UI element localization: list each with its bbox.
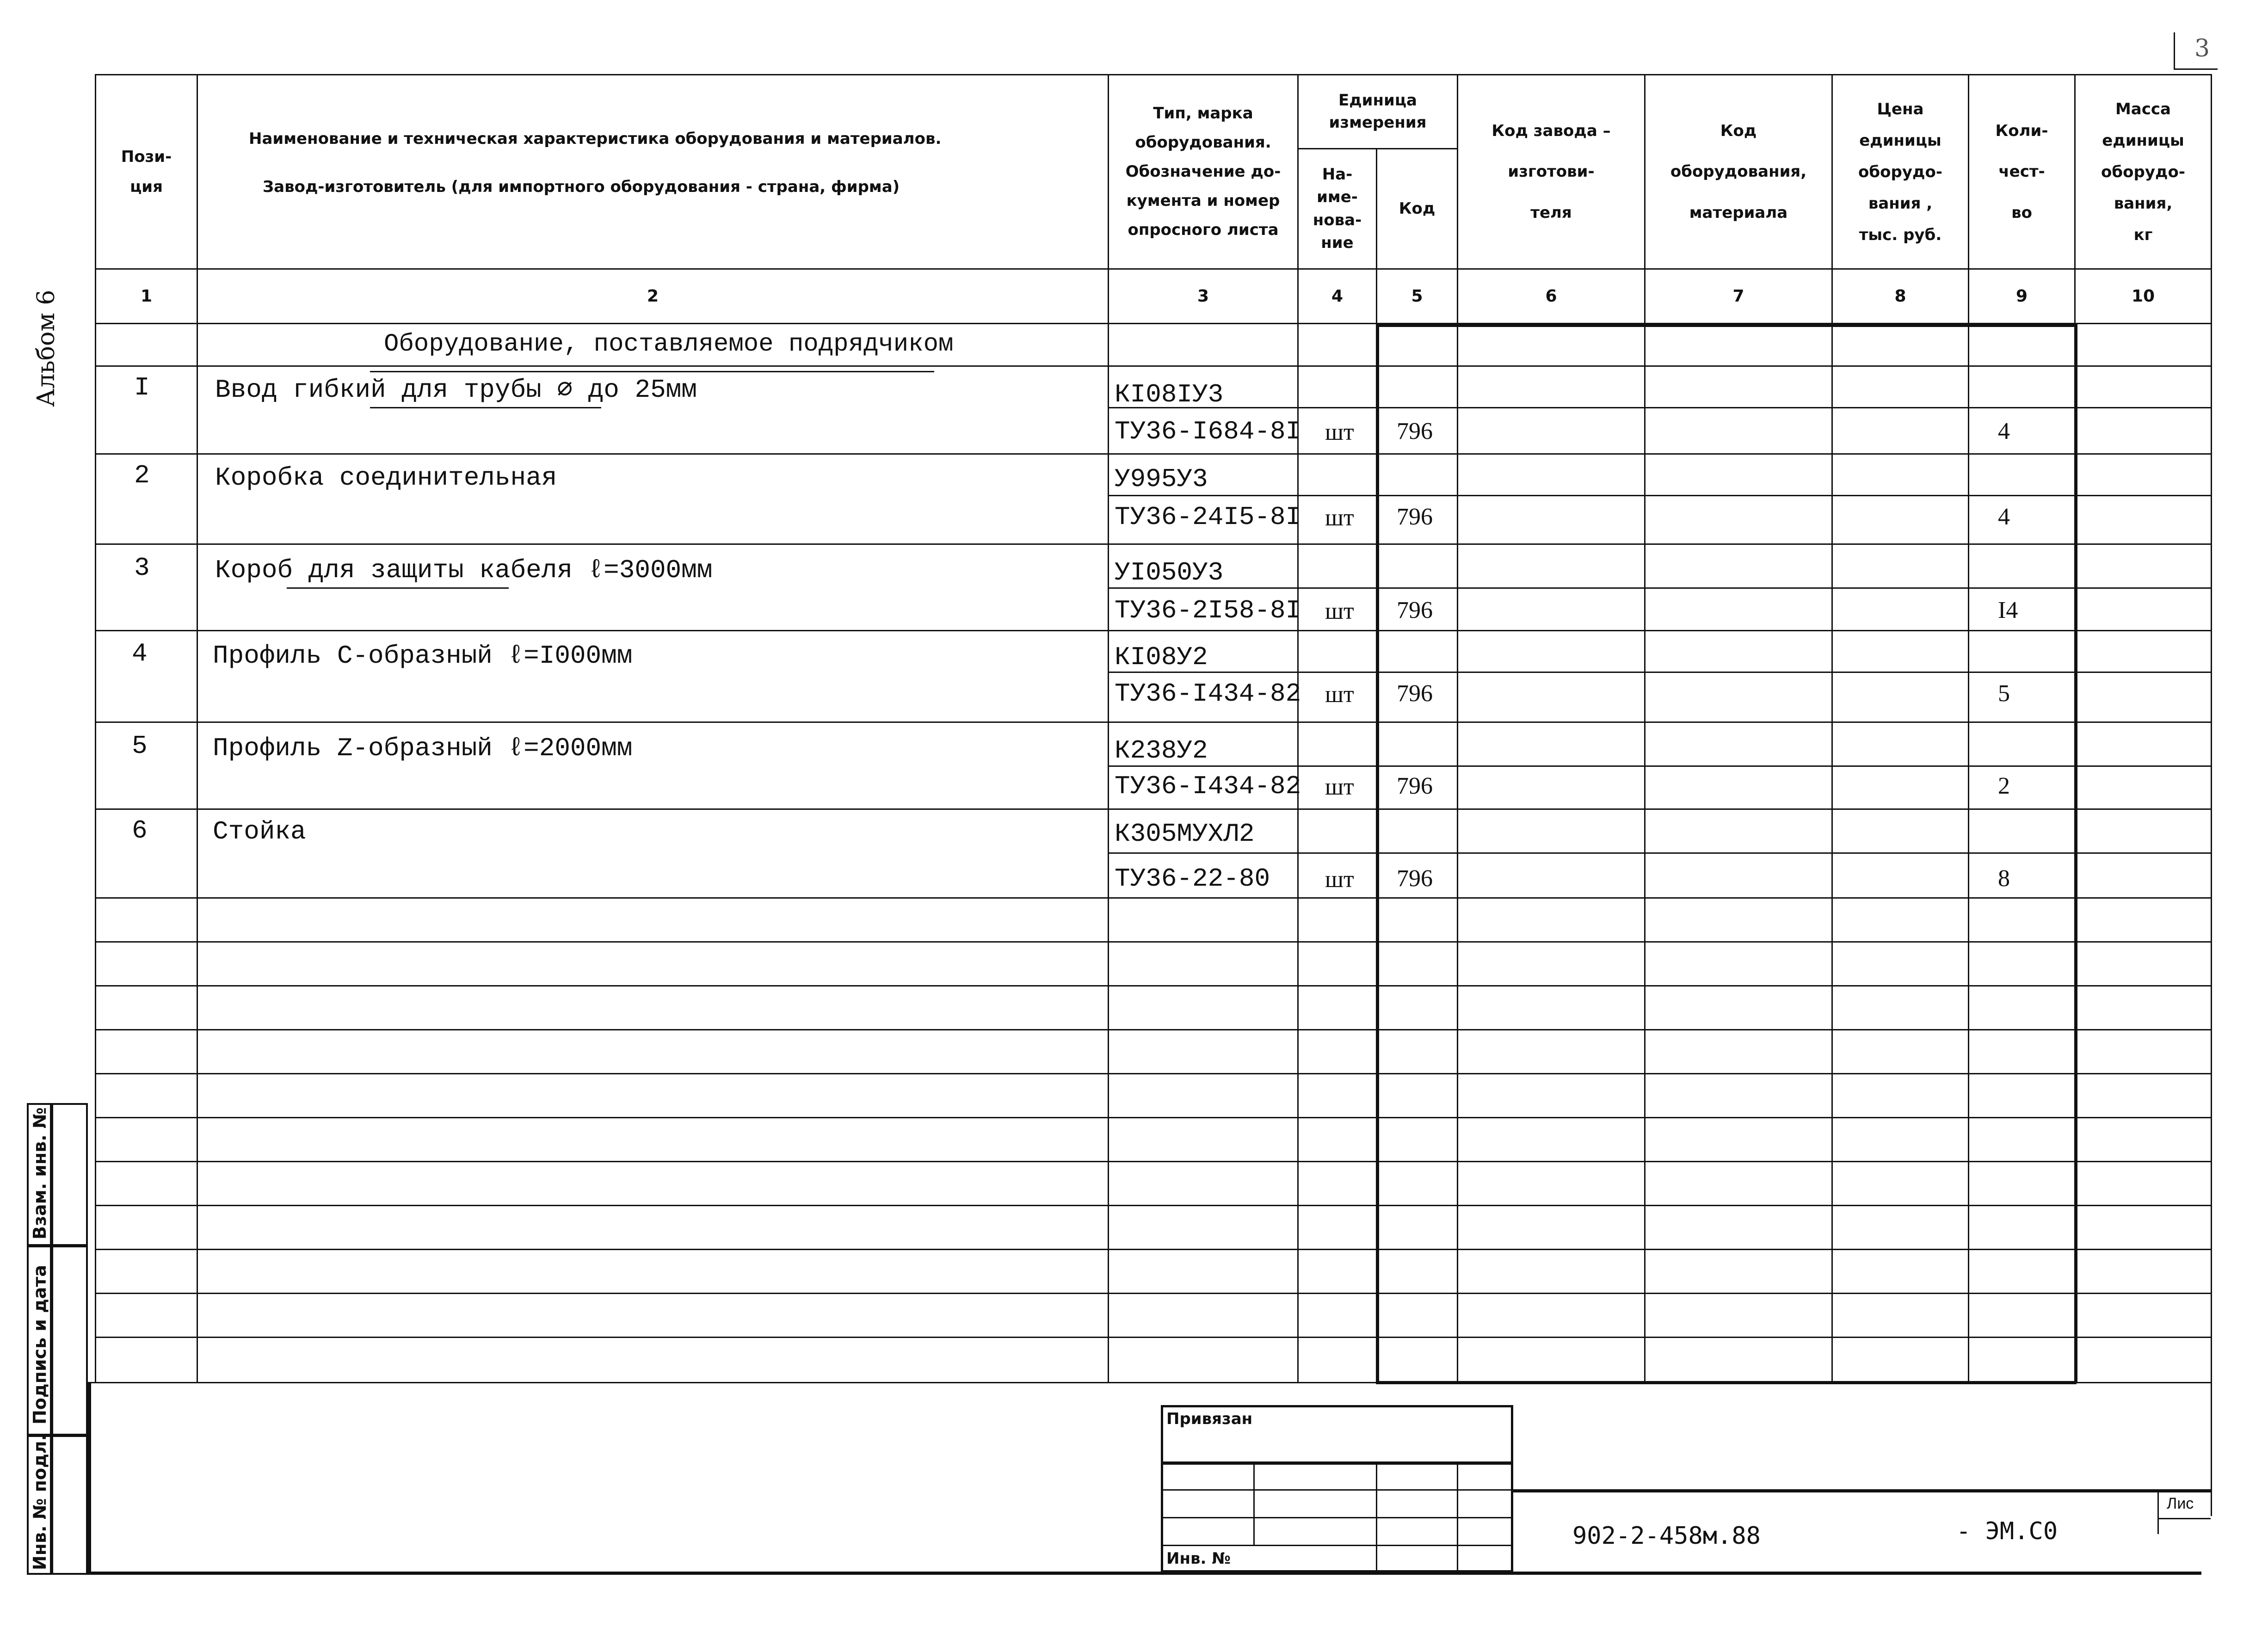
grid-line [95,721,2212,723]
header-name-line2: Завод-изготовитель (для импортного оборудования - страна, фирма) [263,178,900,197]
item-unit: шт [1325,866,1354,893]
binding-block-line [1161,1545,1513,1546]
column-number: 7 [1732,287,1744,306]
binding-block-line [1161,1489,1513,1491]
item-name-underline [370,407,601,408]
inv-no-label: Инв. № [1166,1549,1231,1568]
item-position: 2 [134,461,150,490]
column-number: 10 [2131,287,2155,306]
item-name: Ввод гибкий для трубы ∅ до 25мм [215,375,697,405]
item-code: 796 [1397,680,1433,707]
binding-block-line [1253,1461,1255,1545]
item-doc: ТУ36-2I58-8I [1115,596,1301,625]
item-quantity: I4 [1998,597,2018,623]
grid-line [95,808,2212,810]
column-number: 1 [140,287,153,306]
section-title-underline [370,371,934,372]
item-doc: ТУ36-24I5-8I [1115,502,1301,532]
side-stamp-divider [50,1103,53,1575]
item-code: 796 [1397,597,1433,623]
item-code: 796 [1397,504,1433,530]
sheet-code: - ЭМ.С0 [1956,1517,2058,1545]
item-position: I [134,373,150,402]
item-unit: шт [1325,681,1354,708]
item-unit: шт [1325,774,1354,800]
sheet-box-line [2157,1518,2211,1519]
column-number: 5 [1411,287,1423,306]
section-title: Оборудование, поставляемое подрядчиком [384,330,954,358]
item-type: К238У2 [1115,736,1208,765]
item-code: 796 [1397,865,1433,892]
designation: 902-2-458м.88 [1572,1522,1761,1550]
grid-line [1108,495,2212,496]
side-stamp-vzam: Взам. инв. № [30,1107,50,1239]
item-type: К305МУХЛ2 [1115,819,1255,849]
grid-line [1108,852,2212,854]
header-type: Тип, марка оборудования. Обозначение до- кумента и номер опросного листа [1125,104,1281,239]
item-doc: ТУ36-I434-82 [1115,771,1301,801]
page-number: 3 [2194,35,2210,62]
header-name-line1: Наименование и техническая характеристика оборудования и материалов. [249,129,942,148]
grid-line [95,630,2212,631]
header-unit-name: На- име- нова- ние [1313,165,1362,252]
header-factory-code: Код завода – изготови- теля [1491,121,1611,222]
grid-line [1108,672,2212,673]
item-position: 5 [132,731,148,761]
item-doc: ТУ36-I434-82 [1115,679,1301,709]
privyazan-label: Привязан [1166,1410,1253,1428]
album-label: Альбом 6 [32,290,60,407]
item-position: 6 [132,816,148,845]
grid-line [95,1117,2212,1118]
header-position: Пози- ция [121,147,172,196]
header-name [198,75,1108,268]
grid-line [95,1205,2212,1206]
column-number: 8 [1894,287,1906,306]
side-stamp-inv-podl: Инв. № подл. [30,1434,50,1570]
binding-block-line [1376,1461,1377,1572]
header-price: Цена единицы оборудо- вания , тыс. руб. [1858,99,1942,244]
grid-line [95,543,2212,545]
binding-block-line [1457,1461,1458,1572]
grid-line [1108,765,2212,767]
item-quantity: 4 [1998,504,2010,530]
bottom-frame-line [88,1572,2201,1575]
grid-line [95,897,2212,899]
bottom-frame-line [88,1382,91,1572]
bottom-frame-line [2211,1382,2212,1516]
item-name-underline [287,587,509,589]
header-quantity: Коли- чест- во [1995,121,2048,222]
grid-line [95,1249,2212,1250]
sheet-label: Лис [2167,1495,2194,1512]
item-name: Профиль С-образный ℓ=I000мм [213,641,633,671]
item-quantity: 2 [1998,773,2010,799]
item-type: КI08IУ3 [1115,380,1224,409]
side-stamp-podpis: Подпись и дата [30,1264,50,1424]
grid-line [95,323,2212,324]
grid-line [95,1161,2212,1162]
grid-line [95,453,2212,455]
column-number: 6 [1545,287,1557,306]
designation-line [1513,1489,2211,1492]
item-quantity: 8 [1998,865,2010,892]
binding-block-line [1161,1461,1513,1465]
column-number: 4 [1331,287,1344,306]
grid-line [2211,74,2212,1383]
side-stamp-divider [27,1244,88,1247]
header-unit: Единица измерения [1329,91,1427,132]
grid-line [95,1073,2212,1074]
page-corner-line [2174,32,2175,69]
item-code: 796 [1397,418,1433,444]
binding-block-line [1161,1517,1513,1518]
item-quantity: 5 [1998,680,2010,707]
column-number: 3 [1197,287,1209,306]
item-name: Стойка [213,817,306,846]
grid-line [95,985,2212,986]
item-doc: ТУ36-I684-8I [1115,417,1301,446]
grid-line [95,941,2212,943]
header-equipment-code: Код оборудования, материала [1670,121,1807,222]
column-number: 2 [647,287,659,306]
item-name: Короб для защиты кабеля ℓ=3000мм [215,555,713,585]
sheet-box-line [2157,1490,2159,1534]
item-unit: шт [1325,419,1354,445]
item-position: 4 [132,639,148,668]
thick-frame-line [1376,324,2077,327]
item-type: УI050У3 [1115,558,1224,587]
item-unit: шт [1325,505,1354,531]
grid-line [1108,407,2212,408]
page-corner-line [2174,68,2218,70]
grid-line [95,365,2212,367]
grid-line [95,1337,2212,1338]
item-position: 3 [134,553,150,583]
grid-line [95,1293,2212,1294]
item-code: 796 [1397,773,1433,799]
header-mass: Масса единицы оборудо- вания, кг [2101,99,2185,244]
column-number: 9 [2015,287,2028,306]
item-name: Профиль Z-образный ℓ=2000мм [213,734,633,763]
item-doc: ТУ36-22-80 [1115,864,1270,894]
item-type: У995У3 [1115,464,1208,494]
grid-line [1108,587,2212,589]
header-unit-code: Код [1399,199,1436,218]
item-name: Коробка соединительная [215,463,557,493]
grid-line [90,1382,2212,1383]
item-type: КI08У2 [1115,642,1208,672]
grid-line [95,1029,2212,1030]
binding-block [1161,1405,1513,1572]
item-quantity: 4 [1998,418,2010,444]
item-unit: шт [1325,598,1354,624]
